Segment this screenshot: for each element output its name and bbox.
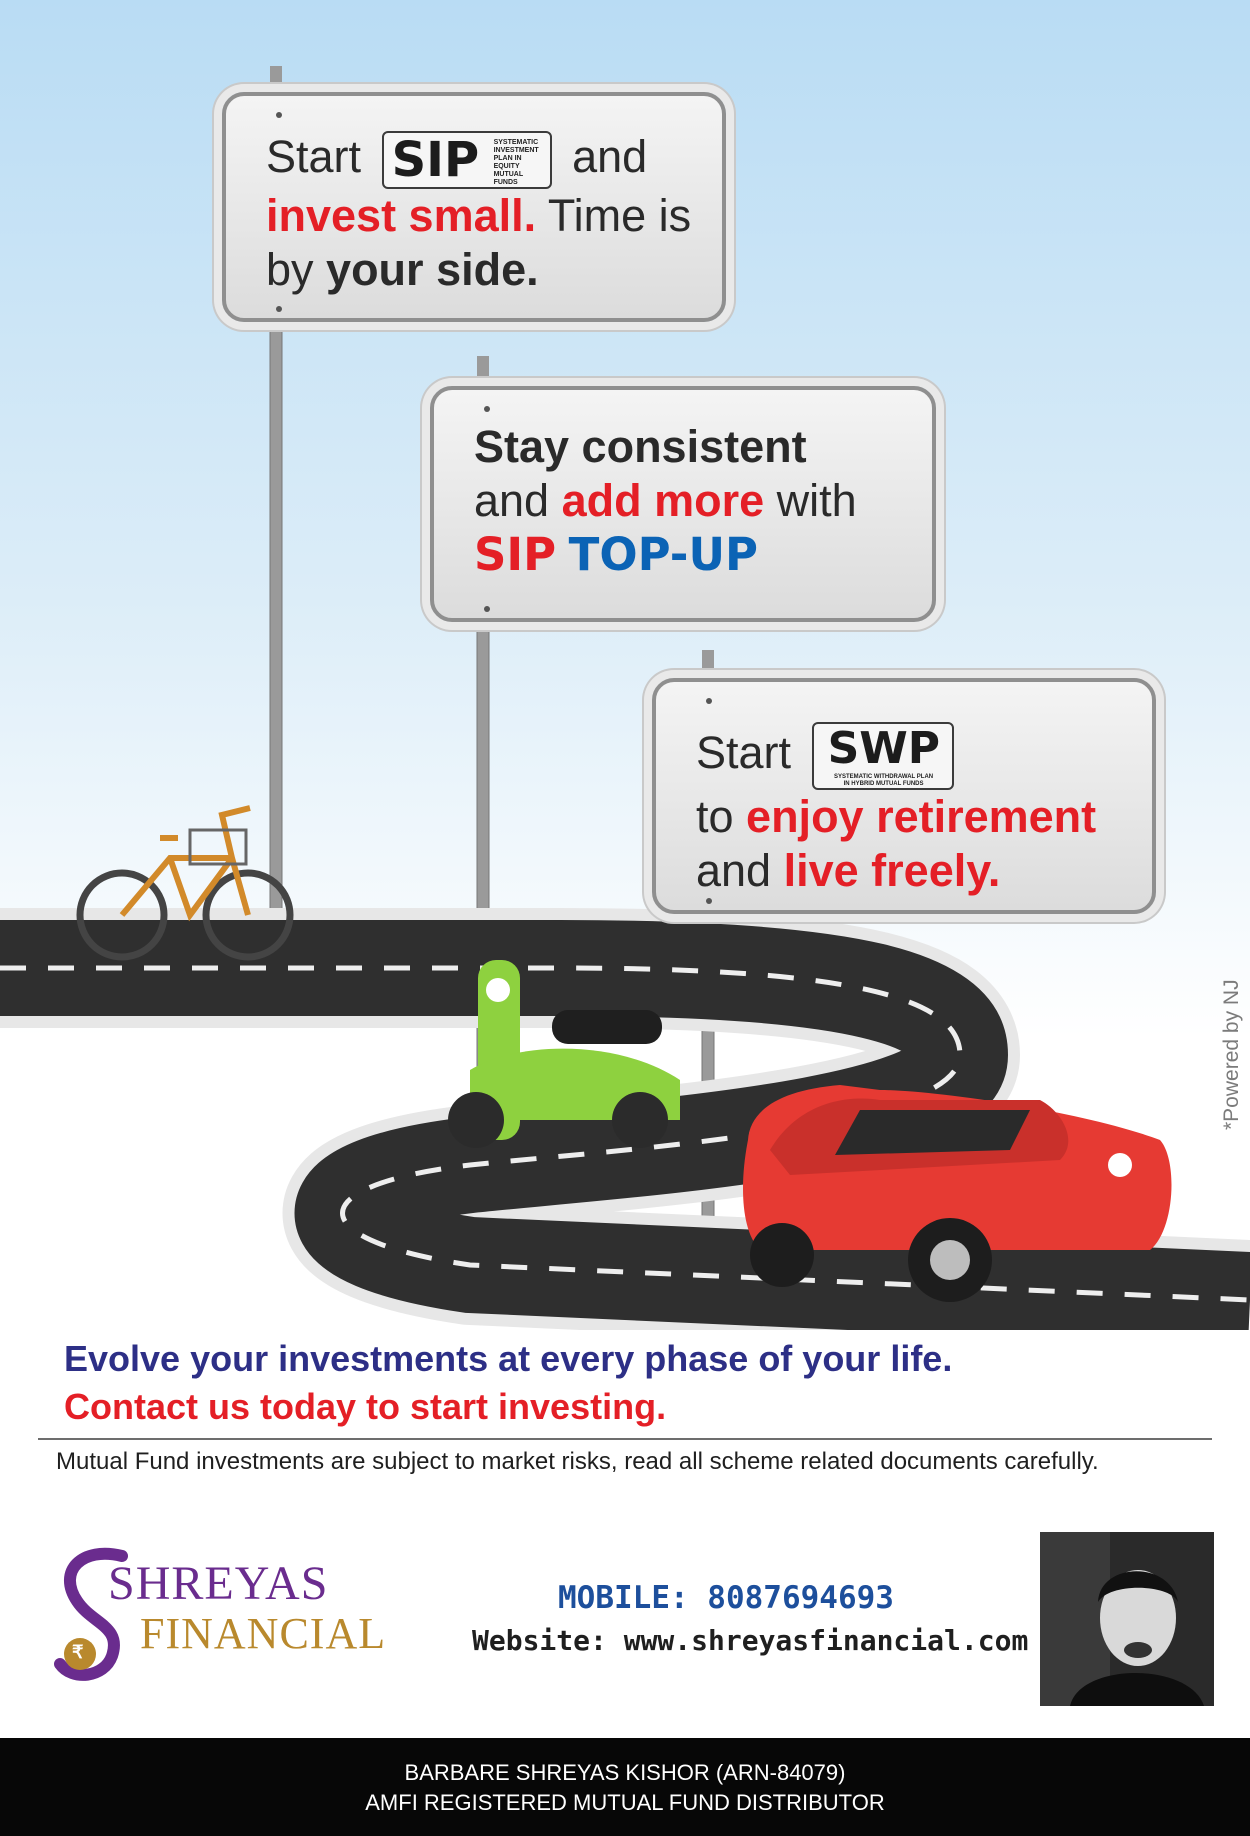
sign3-start-text: Start (696, 726, 792, 778)
divider (38, 1438, 1212, 1440)
mobile-text: MOBILE: 8087694693 (558, 1580, 894, 1616)
sip-badge (382, 131, 552, 189)
website-link[interactable]: Website: www.shreyasfinancial.com (472, 1624, 1029, 1657)
sign2-and: and (474, 475, 550, 526)
powered-by-text: *Powered by NJ (1220, 979, 1243, 1130)
footer-bar (0, 1738, 1250, 1836)
sign1-by: by (266, 244, 314, 296)
sign2-with: with (776, 475, 857, 526)
sip-badge-subtext: SYSTEMATIC INVESTMENT PLAN IN EQUITY MUTUAL FUNDS (493, 139, 539, 187)
sign3-and: and (696, 845, 772, 896)
logo-line1: SHREYAS (108, 1557, 329, 1610)
sign-start-sip (222, 92, 726, 322)
sign-start-swp (652, 678, 1156, 914)
sign2-add-more: add more (561, 475, 765, 526)
footer-line2: AMFI REGISTERED MUTUAL FUND DISTRIBUTOR (365, 1790, 885, 1815)
advisor-photo (1040, 1532, 1214, 1706)
sign1-start-text: Start (266, 131, 362, 182)
sign2-stay-consistent: Stay consistent (474, 421, 807, 472)
swp-badge-subtext: SYSTEMATIC WITHDRAWAL PLAN IN HYBRID MUTUAL FUNDS (834, 774, 934, 787)
tagline-line2: Contact us today to start investing. (64, 1386, 667, 1427)
sign1-time-is: Time is (547, 190, 692, 242)
sign1-and-text: and (572, 131, 648, 182)
sign3-to: to (696, 791, 734, 842)
tagline-line1: Evolve your investments at every phase of your life. (64, 1338, 953, 1379)
sign1-invest-small: invest small. (266, 190, 537, 242)
swp-badge (812, 722, 954, 790)
shreyas-financial-logo (52, 1546, 392, 1686)
footer-line1: BARBARE SHREYAS KISHOR (ARN-84079) (404, 1760, 846, 1785)
sign3-enjoy-retirement: enjoy retirement (746, 791, 1097, 842)
sign1-your-side: your side. (326, 244, 539, 296)
sign2-topup: TOP-UP (568, 528, 758, 581)
rupee-icon: ₹ (72, 1642, 84, 1662)
sign3-live-freely: live freely. (783, 845, 1001, 896)
sip-badge-text: SIP (391, 132, 480, 189)
sign-sip-topup (430, 386, 936, 622)
disclaimer-text: Mutual Fund investments are subject to market risks, read all scheme related documents carefully. (56, 1448, 1099, 1475)
logo-line2: FINANCIAL (140, 1609, 387, 1658)
sign-pole-1 (270, 300, 282, 950)
swp-badge-text: SWP (827, 723, 941, 774)
sign2-sip: SIP (474, 528, 557, 581)
